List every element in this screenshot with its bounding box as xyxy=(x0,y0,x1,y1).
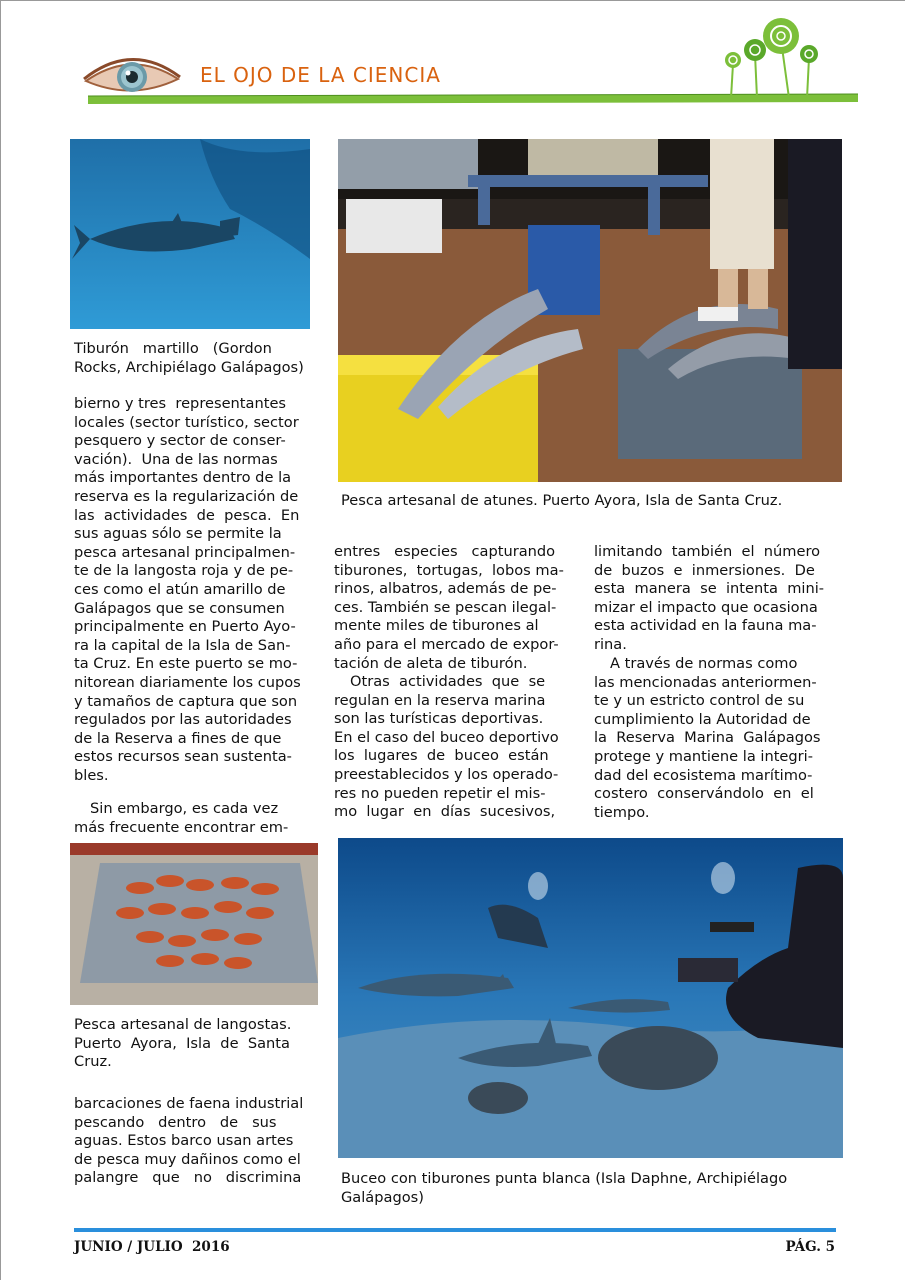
text-line: de pesca muy dañinos como el xyxy=(74,1150,301,1168)
caption-line: Cruz. xyxy=(74,1053,112,1071)
text-line: reserva es la regularización de xyxy=(74,487,299,505)
text-line: pesquero y sector de conser- xyxy=(74,432,286,450)
text-line: preestablecidos y los operado- xyxy=(334,765,559,783)
text-line: ra la capital de la Isla de San- xyxy=(74,636,291,654)
text-line: estos recursos sean sustenta- xyxy=(74,748,292,766)
tuna-fishing-photo xyxy=(338,139,842,482)
text-line: la Reserva Marina Galápagos xyxy=(594,729,821,747)
footer-date: JUNIO / JULIO 2016 xyxy=(74,1239,230,1255)
text-line: y tamaños de captura que son xyxy=(74,692,298,710)
lobsters-caption xyxy=(74,1016,314,1072)
text-line: de la Reserva a fines de que xyxy=(74,729,282,747)
caption-line: Pesca artesanal de langostas. xyxy=(74,1016,292,1033)
text-line: las actividades de pesca. En xyxy=(74,506,300,524)
text-line: los lugares de buceo están xyxy=(334,747,549,765)
caption-line: Rocks, Archipiélago Galápagos) xyxy=(74,358,304,376)
text-line: A través de normas como xyxy=(610,655,798,672)
text-line: Otras actividades que se xyxy=(350,673,546,690)
right-column-text xyxy=(594,543,832,655)
text-line: En el caso del buceo deportivo xyxy=(334,728,559,746)
text-line: bles. xyxy=(74,766,109,784)
tuna-caption: Pesca artesanal de atunes. Puerto Ayora, Isla de Santa Cruz. xyxy=(341,492,783,509)
diving-sharks-photo xyxy=(338,838,843,1158)
text-line: sus aguas sólo se permite la xyxy=(74,525,282,543)
text-line: res no pueden repetir el mis- xyxy=(334,784,546,802)
text-line: te de la langosta roja y de pe- xyxy=(74,562,294,580)
text-line: regulan en la reserva marina xyxy=(334,691,546,709)
text-line: barcaciones de faena industrial xyxy=(74,1095,304,1112)
header-title: EL OJO DE LA CIENCIA xyxy=(200,63,441,87)
left-column-paragraph-2 xyxy=(74,800,312,837)
text-line: palangre que no discrimina xyxy=(74,1169,302,1187)
text-line: mo lugar en días sucesivos, xyxy=(334,803,556,821)
text-line: protege y mantiene la integri- xyxy=(594,747,813,765)
middle-column-text xyxy=(334,543,572,673)
text-line: más importantes dentro de la xyxy=(74,469,292,487)
text-line: las mencionadas anteriormen- xyxy=(594,673,817,691)
text-line: bierno y tres representantes xyxy=(74,395,287,412)
diving-caption xyxy=(341,1170,841,1207)
text-line: Galápagos que se consumen xyxy=(74,599,285,617)
left-column-text xyxy=(74,395,312,785)
lobsters-photo xyxy=(70,843,318,1005)
text-line: te y un estricto control de su xyxy=(594,692,805,710)
text-line: mente miles de tiburones al xyxy=(334,617,539,635)
text-line: principalmente en Puerto Ayo- xyxy=(74,618,296,636)
text-line: esta actividad en la fauna ma- xyxy=(594,617,817,635)
page-number: PÁG. 5 xyxy=(785,1239,835,1255)
hammerhead-shark-photo xyxy=(70,139,310,329)
text-line: año para el mercado de expor- xyxy=(334,635,559,653)
text-line: de buzos e inmersiones. De xyxy=(594,561,815,579)
text-line: pescando dentro de sus xyxy=(74,1113,277,1131)
text-line: ta Cruz. En este puerto se mo- xyxy=(74,655,298,673)
text-line: esta manera se intenta mini- xyxy=(594,580,825,598)
text-line: limitando también el número xyxy=(594,543,821,560)
text-line: son las turísticas deportivas. xyxy=(334,710,544,728)
text-line: mizar el impacto que ocasiona xyxy=(594,598,818,616)
text-line: rina. xyxy=(594,635,627,653)
caption-line: Puerto Ayora, Isla de Santa xyxy=(74,1034,290,1052)
text-line: pesca artesanal principalmen- xyxy=(74,543,296,561)
text-line: ces. También se pescan ilegal- xyxy=(334,598,557,616)
text-line: dad del ecosistema marítimo- xyxy=(594,766,813,784)
text-line: aguas. Estos barco usan artes xyxy=(74,1132,294,1150)
middle-column-paragraph-2 xyxy=(334,673,572,822)
text-line: cumplimiento la Autoridad de xyxy=(594,710,811,728)
text-line: nitorean diariamente los cupos xyxy=(74,673,301,691)
left-column-bottom-text xyxy=(74,1095,312,1188)
text-line: más frecuente encontrar em- xyxy=(74,818,289,836)
text-line: locales (sector turístico, sector xyxy=(74,413,299,431)
text-line: costero conservándolo en el xyxy=(594,785,814,803)
caption-line: Galápagos) xyxy=(341,1188,424,1206)
spiral-trees-icon xyxy=(715,14,825,100)
text-line: tación de aleta de tiburón. xyxy=(334,654,528,672)
text-line: tiburones, tortugas, lobos ma- xyxy=(334,561,564,579)
text-line: tiempo. xyxy=(594,803,650,821)
magazine-header xyxy=(78,10,863,110)
text-line: rinos, albatros, además de pe- xyxy=(334,580,557,598)
text-line: regulados por las autoridades xyxy=(74,711,292,729)
text-line: vación). Una de las normas xyxy=(74,450,278,468)
caption-line: Tiburón martillo (Gordon xyxy=(74,340,272,357)
text-line: Sin embargo, es cada vez xyxy=(90,800,279,817)
caption-line: Buceo con tiburones punta blanca (Isla Daphne, Archipiélago xyxy=(341,1170,788,1187)
hammerhead-caption xyxy=(74,340,314,377)
text-line: ces como el atún amarillo de xyxy=(74,580,286,598)
right-column-paragraph-2 xyxy=(594,655,832,822)
text-line: entres especies capturando xyxy=(334,543,556,560)
footer-rule xyxy=(74,1228,836,1232)
